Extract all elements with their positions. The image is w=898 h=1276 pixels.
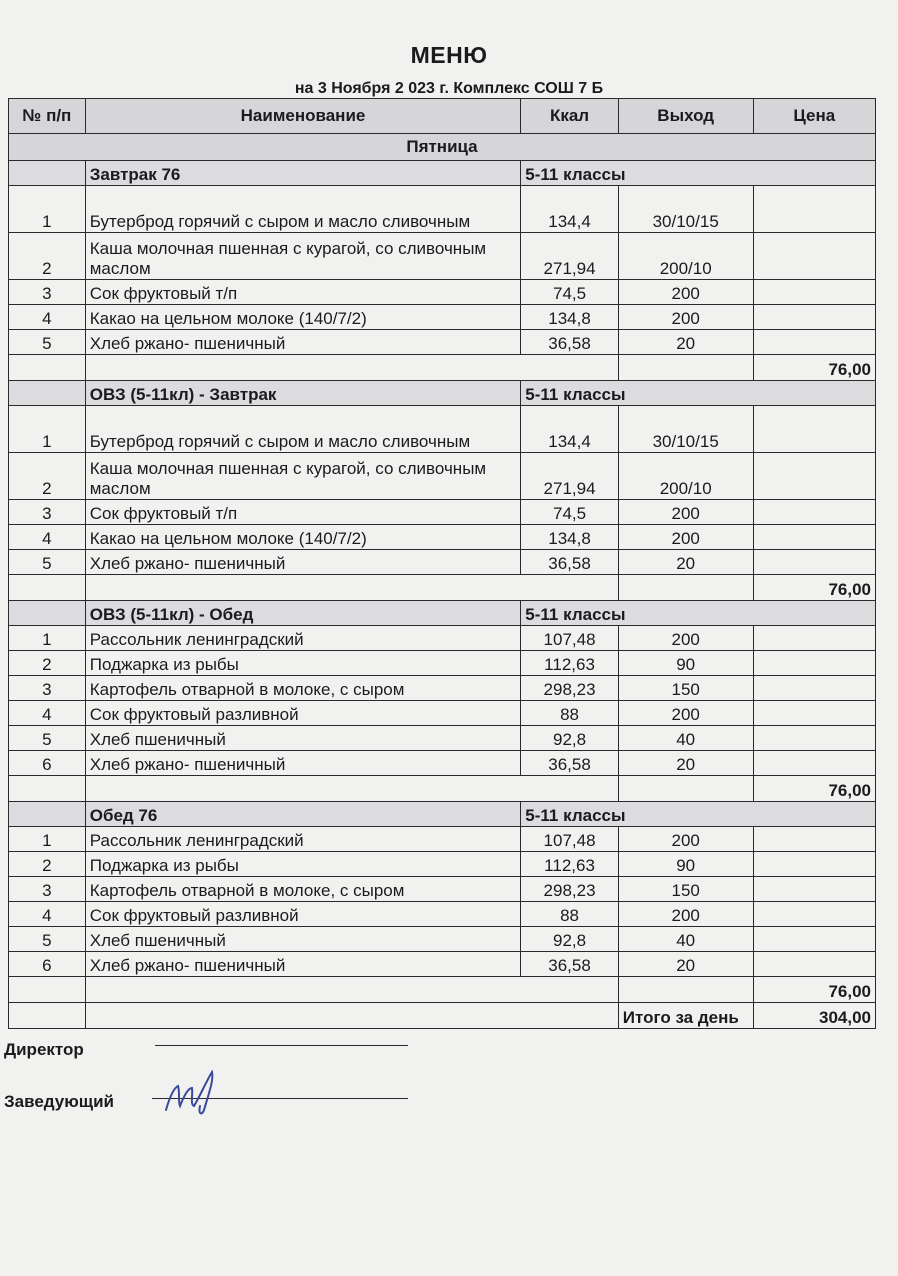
section-group: 5-11 классы bbox=[521, 601, 876, 626]
section-name: Обед 76 bbox=[85, 802, 521, 827]
day-total-row bbox=[9, 1003, 876, 1029]
item-number: 2 bbox=[9, 852, 86, 877]
item-price bbox=[753, 406, 875, 453]
table-row bbox=[9, 453, 876, 500]
item-output: 90 bbox=[618, 651, 753, 676]
item-number: 3 bbox=[9, 676, 86, 701]
item-kcal: 92,8 bbox=[521, 927, 618, 952]
item-kcal: 134,8 bbox=[521, 525, 618, 550]
item-kcal: 92,8 bbox=[521, 726, 618, 751]
page-subtitle: на 3 Ноября 2 023 г. Комплекс СОШ 7 Б bbox=[294, 80, 604, 97]
item-price bbox=[753, 726, 875, 751]
item-price bbox=[753, 500, 875, 525]
section-header-row bbox=[9, 802, 876, 827]
item-name: Картофель отварной в молоке, с сыром bbox=[85, 676, 521, 701]
table-row bbox=[9, 952, 876, 977]
item-output: 30/10/15 bbox=[618, 406, 753, 453]
handwritten-signature bbox=[160, 1066, 230, 1116]
table-row bbox=[9, 500, 876, 525]
section-header-row bbox=[9, 161, 876, 186]
total-empty-cell bbox=[85, 575, 618, 601]
table-row bbox=[9, 186, 876, 233]
item-price bbox=[753, 525, 875, 550]
item-output: 20 bbox=[618, 751, 753, 776]
item-name: Каша молочная пшенная с курагой, со сливочным маслом bbox=[85, 233, 521, 280]
total-empty-cell bbox=[85, 1003, 618, 1029]
page-title: МЕНЮ bbox=[410, 42, 488, 68]
item-price bbox=[753, 626, 875, 651]
item-name: Хлеб ржано- пшеничный bbox=[85, 550, 521, 575]
item-number: 5 bbox=[9, 726, 86, 751]
total-empty-cell bbox=[618, 355, 753, 381]
item-kcal: 36,58 bbox=[521, 330, 618, 355]
item-kcal: 271,94 bbox=[521, 453, 618, 500]
table-row bbox=[9, 852, 876, 877]
item-kcal: 88 bbox=[521, 701, 618, 726]
item-kcal: 88 bbox=[521, 902, 618, 927]
item-output: 30/10/15 bbox=[618, 186, 753, 233]
table-row bbox=[9, 550, 876, 575]
table-header-row bbox=[9, 99, 876, 134]
column-header-price: Цена bbox=[753, 99, 875, 134]
item-kcal: 298,23 bbox=[521, 877, 618, 902]
item-number: 3 bbox=[9, 280, 86, 305]
item-kcal: 74,5 bbox=[521, 280, 618, 305]
table-row bbox=[9, 827, 876, 852]
item-output: 40 bbox=[618, 726, 753, 751]
day-row bbox=[9, 134, 876, 161]
item-name: Поджарка из рыбы bbox=[85, 852, 521, 877]
item-name: Бутерброд горячий с сыром и масло сливочным bbox=[85, 406, 521, 453]
section-total-value: 76,00 bbox=[753, 977, 875, 1003]
item-number: 2 bbox=[9, 233, 86, 280]
item-price bbox=[753, 453, 875, 500]
section-number-cell bbox=[9, 802, 86, 827]
item-price bbox=[753, 550, 875, 575]
total-empty-cell bbox=[618, 977, 753, 1003]
total-empty-cell bbox=[85, 355, 618, 381]
item-number: 5 bbox=[9, 550, 86, 575]
section-total-row bbox=[9, 575, 876, 601]
table-row bbox=[9, 626, 876, 651]
section-number-cell bbox=[9, 381, 86, 406]
item-kcal: 36,58 bbox=[521, 952, 618, 977]
item-output: 200 bbox=[618, 305, 753, 330]
item-number: 1 bbox=[9, 186, 86, 233]
item-kcal: 36,58 bbox=[521, 751, 618, 776]
item-kcal: 107,48 bbox=[521, 626, 618, 651]
section-total-row bbox=[9, 977, 876, 1003]
item-price bbox=[753, 927, 875, 952]
item-number: 5 bbox=[9, 927, 86, 952]
table-row bbox=[9, 676, 876, 701]
column-header-name: Наименование bbox=[85, 99, 521, 134]
section-header-row bbox=[9, 381, 876, 406]
item-number: 1 bbox=[9, 827, 86, 852]
item-kcal: 74,5 bbox=[521, 500, 618, 525]
item-price bbox=[753, 751, 875, 776]
section-name: ОВЗ (5-11кл) - Завтрак bbox=[85, 381, 521, 406]
item-number: 1 bbox=[9, 406, 86, 453]
item-name: Хлеб ржано- пшеничный bbox=[85, 952, 521, 977]
item-kcal: 112,63 bbox=[521, 651, 618, 676]
item-name: Поджарка из рыбы bbox=[85, 651, 521, 676]
table-row bbox=[9, 233, 876, 280]
item-name: Какао на цельном молоке (140/7/2) bbox=[85, 525, 521, 550]
item-kcal: 36,58 bbox=[521, 550, 618, 575]
item-number: 4 bbox=[9, 525, 86, 550]
table-row bbox=[9, 701, 876, 726]
item-output: 150 bbox=[618, 877, 753, 902]
section-total-row bbox=[9, 776, 876, 802]
item-name: Сок фруктовый т/п bbox=[85, 500, 521, 525]
section-group: 5-11 классы bbox=[521, 381, 876, 406]
item-number: 4 bbox=[9, 902, 86, 927]
table-row bbox=[9, 525, 876, 550]
item-price bbox=[753, 827, 875, 852]
item-output: 200 bbox=[618, 701, 753, 726]
item-price bbox=[753, 701, 875, 726]
table-row bbox=[9, 651, 876, 676]
manager-label: Заведующий bbox=[4, 1092, 115, 1111]
item-output: 200 bbox=[618, 902, 753, 927]
item-name: Хлеб пшеничный bbox=[85, 927, 521, 952]
item-output: 40 bbox=[618, 927, 753, 952]
section-total-value: 76,00 bbox=[753, 575, 875, 601]
table-row bbox=[9, 877, 876, 902]
item-output: 200 bbox=[618, 500, 753, 525]
item-number: 5 bbox=[9, 330, 86, 355]
item-number: 4 bbox=[9, 701, 86, 726]
item-name: Сок фруктовый разливной bbox=[85, 701, 521, 726]
item-price bbox=[753, 651, 875, 676]
item-output: 150 bbox=[618, 676, 753, 701]
item-kcal: 112,63 bbox=[521, 852, 618, 877]
day-total-label: Итого за день bbox=[618, 1003, 753, 1029]
item-price bbox=[753, 952, 875, 977]
total-empty-cell bbox=[9, 977, 86, 1003]
item-name: Бутерброд горячий с сыром и масло сливочным bbox=[85, 186, 521, 233]
item-output: 200 bbox=[618, 827, 753, 852]
column-header-kcal: Ккал bbox=[521, 99, 618, 134]
item-price bbox=[753, 233, 875, 280]
item-price bbox=[753, 280, 875, 305]
item-kcal: 134,4 bbox=[521, 406, 618, 453]
section-total-row bbox=[9, 355, 876, 381]
item-price bbox=[753, 852, 875, 877]
table-row bbox=[9, 330, 876, 355]
section-name: ОВЗ (5-11кл) - Обед bbox=[85, 601, 521, 626]
item-price bbox=[753, 902, 875, 927]
item-number: 6 bbox=[9, 751, 86, 776]
item-name: Хлеб ржано- пшеничный bbox=[85, 330, 521, 355]
column-header-output: Выход bbox=[618, 99, 753, 134]
table-row bbox=[9, 751, 876, 776]
item-number: 1 bbox=[9, 626, 86, 651]
item-name: Сок фруктовый т/п bbox=[85, 280, 521, 305]
item-name: Картофель отварной в молоке, с сыром bbox=[85, 877, 521, 902]
item-price bbox=[753, 877, 875, 902]
total-empty-cell bbox=[9, 355, 86, 381]
item-kcal: 107,48 bbox=[521, 827, 618, 852]
item-output: 20 bbox=[618, 952, 753, 977]
table-row bbox=[9, 726, 876, 751]
item-kcal: 298,23 bbox=[521, 676, 618, 701]
item-price bbox=[753, 305, 875, 330]
item-output: 90 bbox=[618, 852, 753, 877]
total-empty-cell bbox=[85, 977, 618, 1003]
item-price bbox=[753, 330, 875, 355]
item-number: 6 bbox=[9, 952, 86, 977]
section-name: Завтрак 76 bbox=[85, 161, 521, 186]
table-row bbox=[9, 927, 876, 952]
menu-table bbox=[8, 98, 876, 1029]
item-number: 3 bbox=[9, 877, 86, 902]
director-label: Директор bbox=[4, 1040, 84, 1059]
table-row bbox=[9, 280, 876, 305]
table-row bbox=[9, 902, 876, 927]
item-kcal: 134,4 bbox=[521, 186, 618, 233]
total-empty-cell bbox=[9, 776, 86, 802]
total-empty-cell bbox=[618, 575, 753, 601]
item-name: Рассольник ленинградский bbox=[85, 827, 521, 852]
total-empty-cell bbox=[9, 575, 86, 601]
item-output: 200 bbox=[618, 626, 753, 651]
item-name: Какао на цельном молоке (140/7/2) bbox=[85, 305, 521, 330]
section-total-value: 76,00 bbox=[753, 776, 875, 802]
item-kcal: 271,94 bbox=[521, 233, 618, 280]
section-header-row bbox=[9, 601, 876, 626]
section-group: 5-11 классы bbox=[521, 802, 876, 827]
item-output: 200 bbox=[618, 525, 753, 550]
table-row bbox=[9, 406, 876, 453]
item-name: Сок фруктовый разливной bbox=[85, 902, 521, 927]
table-row bbox=[9, 305, 876, 330]
item-price bbox=[753, 186, 875, 233]
item-output: 20 bbox=[618, 550, 753, 575]
item-number: 2 bbox=[9, 453, 86, 500]
item-output: 200/10 bbox=[618, 233, 753, 280]
item-name: Хлеб пшеничный bbox=[85, 726, 521, 751]
total-empty-cell bbox=[9, 1003, 86, 1029]
item-number: 3 bbox=[9, 500, 86, 525]
total-empty-cell bbox=[618, 776, 753, 802]
item-price bbox=[753, 676, 875, 701]
item-number: 4 bbox=[9, 305, 86, 330]
item-number: 2 bbox=[9, 651, 86, 676]
column-header-no: № п/п bbox=[9, 99, 86, 134]
day-total-value: 304,00 bbox=[753, 1003, 875, 1029]
item-output: 200/10 bbox=[618, 453, 753, 500]
item-output: 200 bbox=[618, 280, 753, 305]
menu-table-body bbox=[9, 99, 876, 1029]
director-signature-line bbox=[155, 1045, 408, 1046]
section-number-cell bbox=[9, 601, 86, 626]
item-kcal: 134,8 bbox=[521, 305, 618, 330]
item-name: Хлеб ржано- пшеничный bbox=[85, 751, 521, 776]
total-empty-cell bbox=[85, 776, 618, 802]
item-output: 20 bbox=[618, 330, 753, 355]
section-total-value: 76,00 bbox=[753, 355, 875, 381]
day-label: Пятница bbox=[9, 134, 876, 161]
item-name: Рассольник ленинградский bbox=[85, 626, 521, 651]
section-group: 5-11 классы bbox=[521, 161, 876, 186]
section-number-cell bbox=[9, 161, 86, 186]
item-name: Каша молочная пшенная с курагой, со сливочным маслом bbox=[85, 453, 521, 500]
